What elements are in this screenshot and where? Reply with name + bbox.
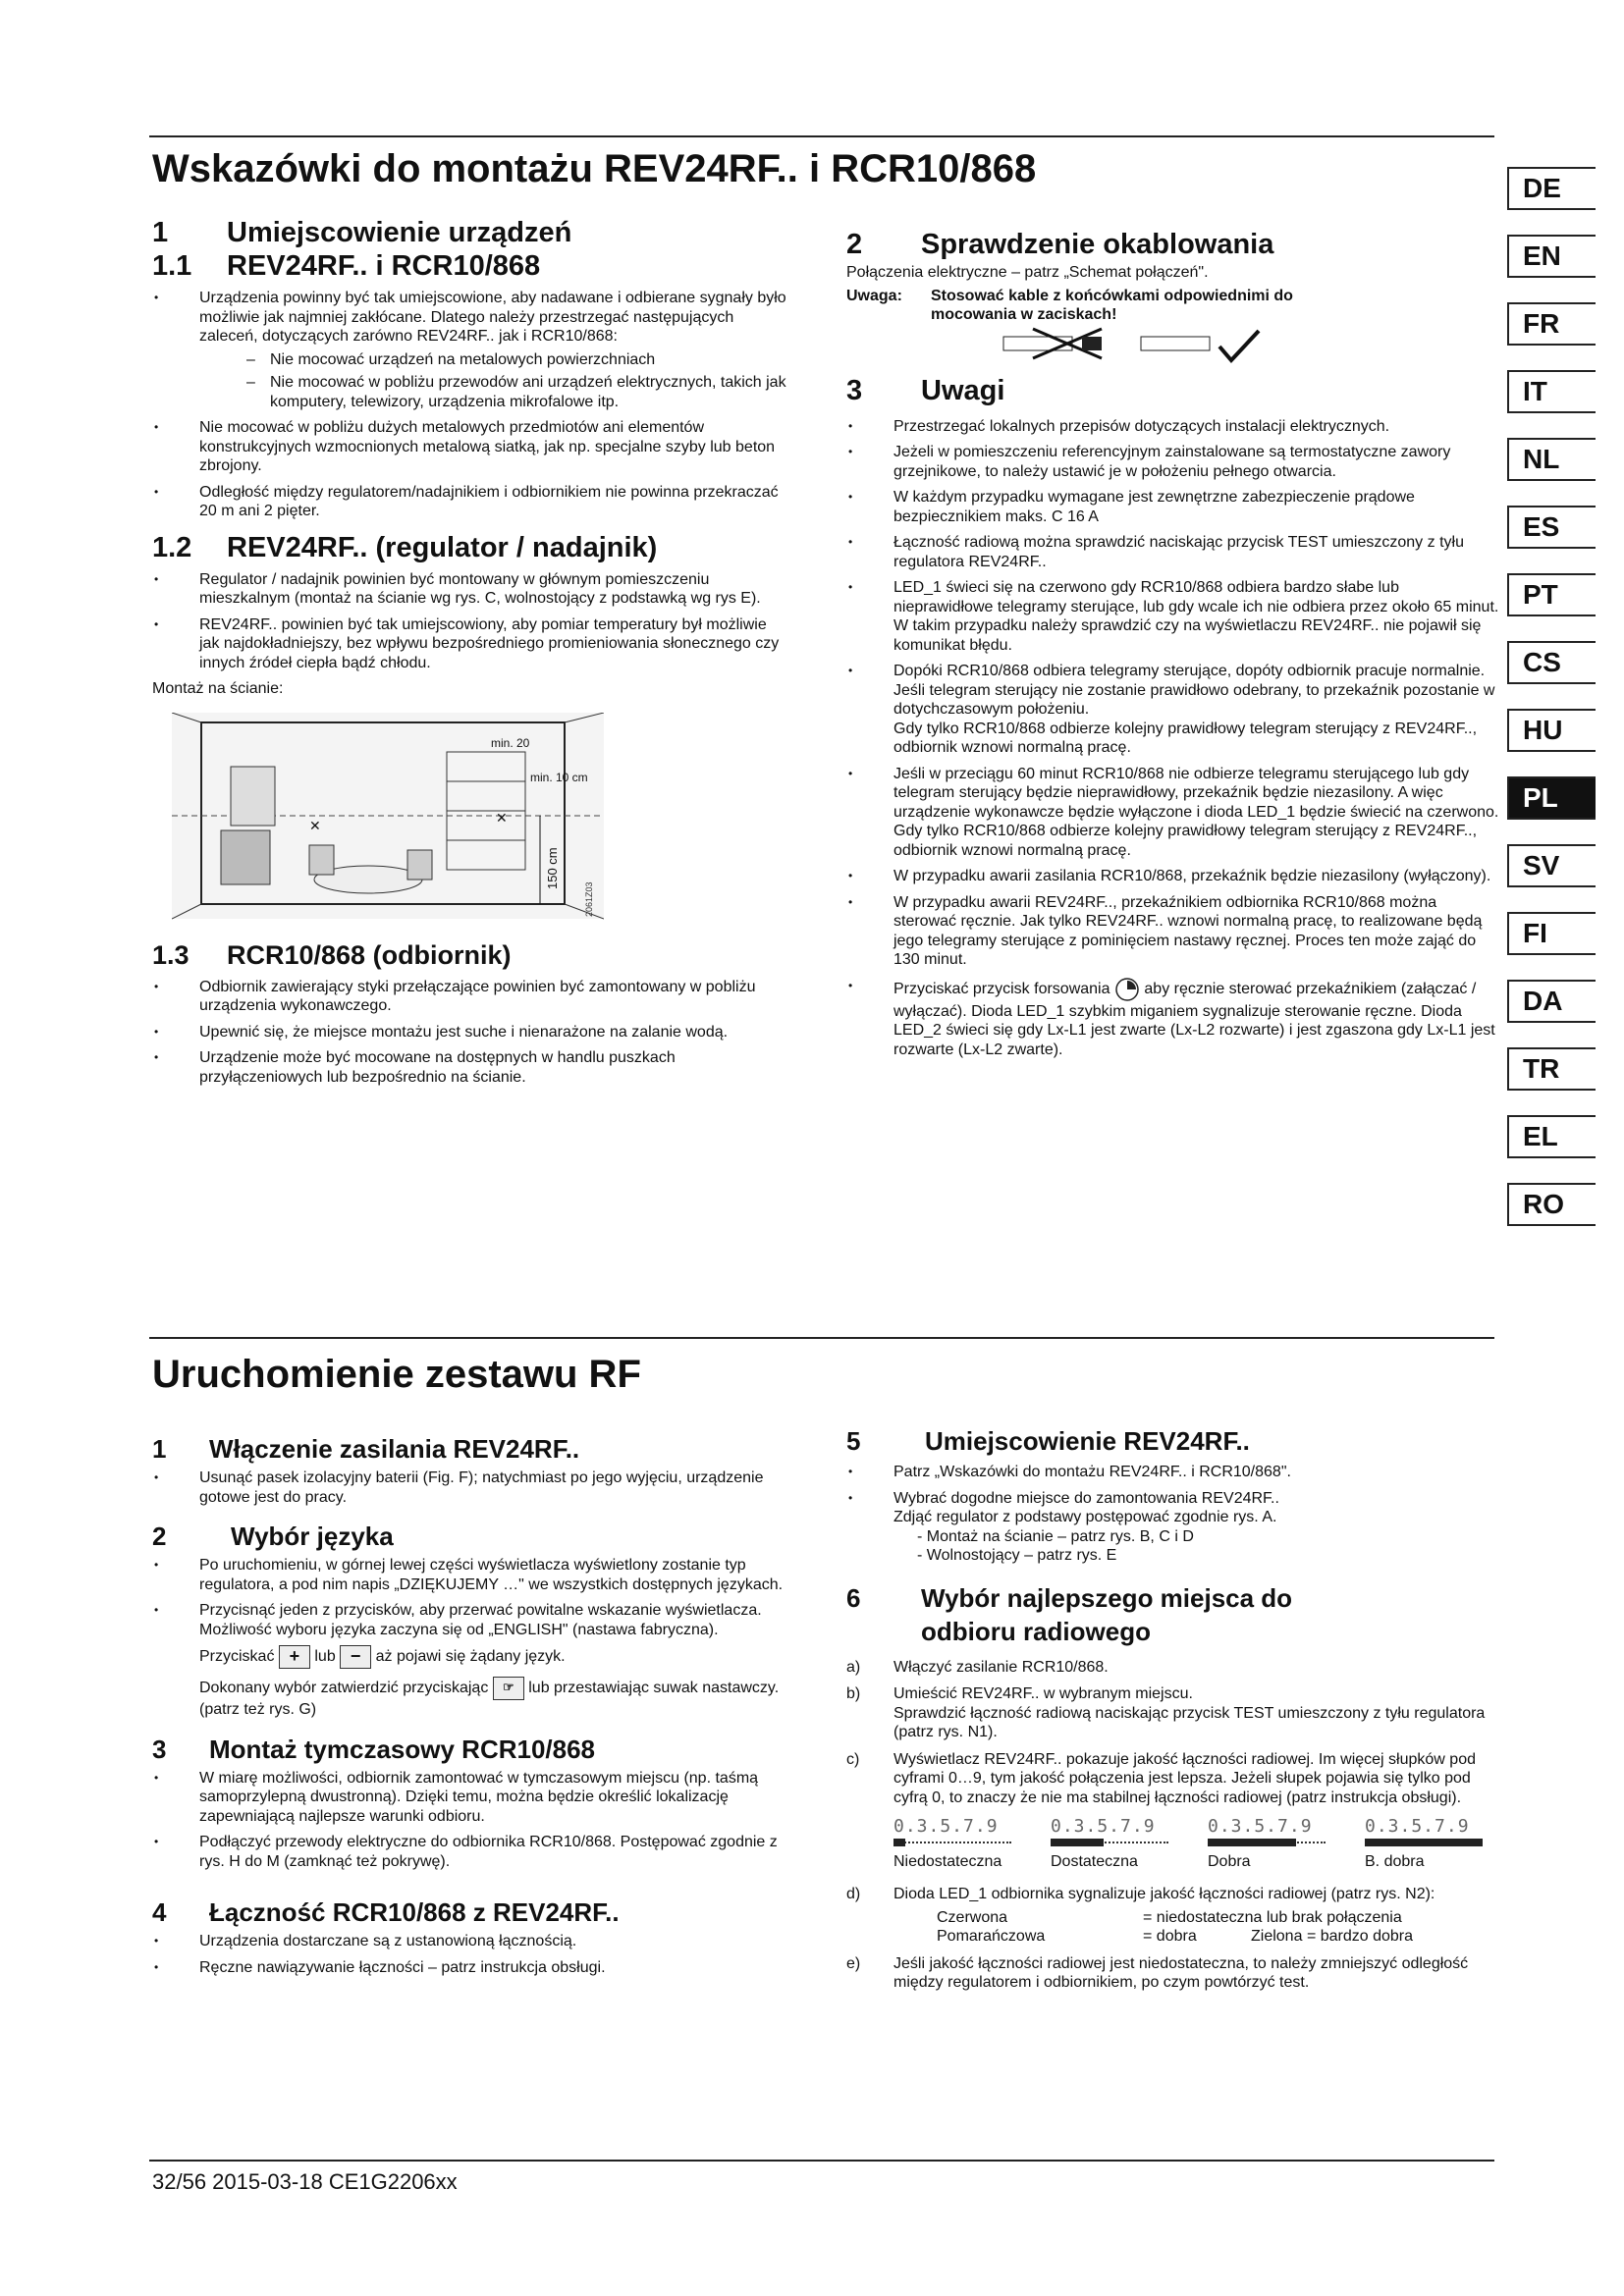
wiring-note: Uwaga: Stosować kable z końcówkami odpowiednimi do mocowania w zaciskach! xyxy=(846,287,1293,323)
list-item: • Jeżeli w pomieszczeniu referencyjnym zainstalowane są termostatyczne zawory grzejnikowe, to należy ustawić je w położeniu pełnego otwarcia. xyxy=(846,443,1502,481)
list-item: • Dopóki RCR10/868 odbiera telegramy sterujące, dopóty odbiornik pracuje normalnie. Jeśli telegram sterujący nie zostanie prawidłowo odebrany, to przekaźnik pozostanie w dotychczasowym położeniu. Gdy tylko RCR10/868 odbierze kolejny prawidłowy telegram sterujący z REV24RF.., odbiornik wznowi normalną pracę. xyxy=(846,662,1502,758)
middle-rule xyxy=(149,1337,1494,1339)
list-item: • Po uruchomieniu, w górnej lewej części wyświetlacza wyświetlony zostanie typ regulatora, a pod nim napis „DZIĘKUJEMY …" we wszystkich dostępnych językach. xyxy=(152,1556,790,1594)
page-title-2: Uruchomienie zestawu RF xyxy=(152,1353,641,1396)
list-item: • W przypadku awarii REV24RF.., przekaźnikiem odbiornika RCR10/868 można sterować ręcznie. Jak tylko REV24RF.. wznowi normalną pracę, to realizowane będą jego telegramy sterujące z pominięciem nastawy ręcznej. Proces ten może zająć do 130 minut. xyxy=(846,893,1502,970)
confirm-key-icon: ☞ xyxy=(493,1677,524,1700)
right-column-1 xyxy=(846,228,1502,1066)
language-tab-nl[interactable]: NL xyxy=(1507,438,1596,481)
list-item: a) Włączyć zasilanie RCR10/868. xyxy=(846,1658,1109,1676)
page-footer: 32/56 2015-03-18 CE1G2206xx xyxy=(152,2169,458,2194)
right-column-2 xyxy=(846,1425,1494,2001)
led-color-table: Czerwona = niedostateczna lub brak połączenia Pomarańczowa = dobra Zielona = bardzo dobra xyxy=(937,1908,1414,1945)
list-item: b) Umieścić REV24RF.. w wybranym miejscu. Sprawdzić łączność radiową naciskając przycisk TEST umieszczony z tyłu regulatora (patrz rys. N1). xyxy=(846,1685,1486,1740)
language-tab-pt[interactable]: PT xyxy=(1507,573,1596,616)
language-tab-hu[interactable]: HU xyxy=(1507,709,1596,752)
list-item: • Przestrzegać lokalnych przepisów dotyczących instalacji elektrycznych. xyxy=(846,417,1502,437)
list-item: • Urządzenia powinny być tak umiejscowione, aby nadawane i odbierane sygnały było możliwie jak najmniej zakłócane. Dlatego należy przestrzegać następujących zaleceń, dotyczących zarówno REV24RF.. jak i RCR10/868: – Nie mocować urządzeń na metalowych powierzchniach – Nie mocować w pobliżu przewodów ani urządzeń elektrycznych, takich jak komputery, telewizory, urządzenia mikrofalowe itp. xyxy=(152,289,790,411)
language-tab-de[interactable]: DE xyxy=(1507,167,1596,210)
section-3-heading: 3 Uwagi xyxy=(846,374,1005,406)
figure-label: min. 20 xyxy=(491,735,530,750)
list-item: • Przyciskać przycisk forsowania aby ręcznie sterować przekaźnikiem (załączać / wyłączać). Dioda LED_1 szybkim miganiem sygnalizuje sterowanie ręczne. Dioda LED_2 świeci się gdy Lx-L1 jest zwarte (Lx-L2 rozwarte) i jest zgaszona gdy Lx-L1 jest rozwarte (Lx-L2 zwarte). xyxy=(846,977,1502,1060)
language-tab-es[interactable]: ES xyxy=(1507,506,1596,549)
page-title-1: Wskazówki do montażu REV24RF.. i RCR10/868 xyxy=(152,147,1037,190)
left-column-2 xyxy=(152,1433,790,1984)
mount-option: - Wolnostojący – patrz rys. E xyxy=(917,1547,1117,1564)
list-item: • REV24RF.. powinien być tak umiejscowiony, aby pomiar temperatury był możliwie jak najdokładniejszy, bez wpływu bezpośredniego promieniowania słonecznego czy innych źródeł ciepła bądź chłodu. xyxy=(152,615,790,673)
list-item: • Usunąć pasek izolacyjny baterii (Fig. F); natychmiast po jego wyjęciu, urządzenie gotowe jest do pracy. xyxy=(152,1468,790,1507)
step-4-heading: 4 Łączność RCR10/868 z REV24RF.. xyxy=(152,1897,620,1927)
figure-label: min. 10 cm xyxy=(530,770,588,784)
list-item: • Nie mocować w pobliżu dużych metalowych przedmiotów ani elementów konstrukcyjnych wzmocnionych metalową siatką, jak np. specjalne szyby lub beton zbrojony. xyxy=(152,418,790,476)
list-item: • Regulator / nadajnik powinien być montowany w głównym pomieszczeniu mieszkalnym (montaż na ścianie wg rys. C, wolnostojący z podstawką wg rys E). xyxy=(152,570,790,609)
wall-mount-label: Montaż na ścianie: xyxy=(152,680,284,697)
list-item: • Odbiornik zawierający styki przełączające powinien być zamontowany w pobliżu urządzenia wykonawczego. xyxy=(152,978,790,1016)
list-item: • Łączność radiową można sprawdzić naciskając przycisk TEST umieszczony z tyłu regulatora REV24RF.. xyxy=(846,533,1502,571)
dash-item: – Nie mocować urządzeń na metalowych powierzchniach xyxy=(199,350,790,370)
figure-code: 2061Z03 xyxy=(584,881,594,917)
mount-option: - Montaż na ścianie – patrz rys. B, C i D xyxy=(917,1527,1194,1545)
list-item: d) Dioda LED_1 odbiornika sygnalizuje jakość łączności radiowej (patrz rys. N2): Czerwona = niedostateczna lub brak połączenia Pomarańczowa = dobra Zielona = bardzo dobra xyxy=(846,1885,1494,1947)
list-item: • Patrz „Wskazówki do montażu REV24RF.. i RCR10/868". xyxy=(846,1463,1494,1482)
bottom-rule xyxy=(149,2160,1494,2162)
step-1-heading: 1 Włączenie zasilania REV24RF.. xyxy=(152,1434,580,1464)
list-item: • W przypadku awarii zasilania RCR10/868, przekaźnik będzie niezasilony (wyłączony). xyxy=(846,867,1502,886)
svg-text:✕: ✕ xyxy=(496,809,508,826)
list-item: • LED_1 świeci się na czerwono gdy RCR10/868 odbiera bardzo słabe lub nieprawidłowe telegramy sterujące, lub gdy wcale ich nie odbiera przez około 65 minut. W takim przypadku należy sprawdzić czy na wyświetlaczu REV24RF.. nie pojawił się komunikat błędu. xyxy=(846,578,1502,655)
override-button-icon xyxy=(1114,977,1140,1002)
figure-label: 150 cm xyxy=(545,846,560,889)
section-1-1-heading: 1.1 REV24RF.. i RCR10/868 xyxy=(152,250,541,282)
language-tab-it[interactable]: IT xyxy=(1507,370,1596,413)
section-2-heading: 2 Sprawdzenie okablowania xyxy=(846,229,1274,260)
section-1-3-heading: 1.3 RCR10/868 (odbiornik) xyxy=(152,939,512,970)
signal-quality-indicators xyxy=(893,1817,1494,1871)
list-item: • Upewnić się, że miejsce montażu jest suche i nienarażone na zalanie wodą. xyxy=(152,1023,790,1042)
list-item: • Wybrać dogodne miejsce do zamontowania REV24RF.. Zdjąć regulator z podstawy postępować zgodnie rys. A. - Montaż na ścianie – patrz rys. B, C i D - Wolnostojący – patrz rys. E xyxy=(846,1489,1494,1566)
signal-indicator: 0.3.5.7.9 Dobra xyxy=(1208,1817,1326,1871)
language-tab-da[interactable]: DA xyxy=(1507,980,1596,1023)
dash-item: – Nie mocować w pobliżu przewodów ani urządzeń elektrycznych, takich jak komputery, telewizory, urządzenia mikrofalowe itp. xyxy=(199,373,790,411)
list-item: c) Wyświetlacz REV24RF.. pokazuje jakość łączności radiowej. Im więcej słupków pod cyframi 0…9, tym jakość połączenia jest lepsza. Jeżeli słupek pojawia się tylko pod cyfrą 0, to znaczy że nie ma stabilnej łączności radiowej (patrz instrukcja obsługi). 0.3.5.7.9 Niedostateczna 0.3.5.7.9 Dostateczna 0.3.5.7.9 Dobra 0.3.5.7.9 B. dobra xyxy=(846,1750,1494,1876)
list-item: • Ręczne nawiązywanie łączności – patrz instrukcja obsługi. xyxy=(152,1958,790,1978)
language-tab-pl[interactable]: PL xyxy=(1507,776,1596,820)
section-1-2-heading: 1.2 REV24RF.. (regulator / nadajnik) xyxy=(152,531,658,563)
step-2-heading: 2 Wybór języka xyxy=(152,1522,394,1551)
room-mounting-figure xyxy=(172,713,604,929)
language-tab-fi[interactable]: FI xyxy=(1507,912,1596,955)
language-tab-cs[interactable]: CS xyxy=(1507,641,1596,684)
list-item: e) Jeśli jakość łączności radiowej jest niedostateczna, to należy zmniejszyć odległość między regulatorem i odbiornikiem, po czym powtórzyć test. xyxy=(846,1954,1469,1991)
list-item: • W każdym przypadku wymagane jest zewnętrzne zabezpieczenie prądowe bezpiecznikiem maks. C 16 A xyxy=(846,488,1502,526)
list-item: • Jeśli w przeciągu 60 minut RCR10/868 nie odbierze telegramu sterującego lub gdy telegram sterujący będzie nieprawidłowy, przekaźnik będzie niezasilony. A więc urządzenie wykonawcze będzie wyłączone i dioda LED_1 będzie świecić na czerwono. Gdy tylko RCR10/868 odbierze kolejny prawidłowy telegram sterujący z REV24RF.., odbiornik wznowi normalną pracę. xyxy=(846,765,1502,861)
list-item: • Przycisnąć jeden z przycisków, aby przerwać powitalne wskazanie wyświetlacza. Możliwość wyboru języka zaczyna się od „ENGLISH" (nastawa fabryczna). Przyciskać + lub − aż pojawi się żądany język. Dokonany wybór zatwierdzić przyciskając ☞ lub przestawiając suwak nastawczy. (patrz też rys. G) xyxy=(152,1601,790,1720)
wiring-text: Połączenia elektryczne – patrz „Schemat połączeń". xyxy=(846,264,1209,281)
language-tab-tr[interactable]: TR xyxy=(1507,1047,1596,1091)
list-item: • Podłączyć przewody elektryczne do odbiornika RCR10/868. Postępować zgodnie z rys. H do M (zamknąć też pokrywę). xyxy=(152,1833,790,1871)
list-item: • Odległość między regulatorem/nadajnikiem i odbiornikiem nie powinna przekraczać 20 m ani 2 pięter. xyxy=(152,483,790,521)
language-tab-sv[interactable]: SV xyxy=(1507,844,1596,887)
step-3-heading: 3 Montaż tymczasowy RCR10/868 xyxy=(152,1734,596,1764)
section-1-heading: 1 Umiejscowienie urządzeń xyxy=(152,217,572,248)
signal-indicator: 0.3.5.7.9 Dostateczna xyxy=(1051,1817,1168,1871)
signal-indicator: 0.3.5.7.9 Niedostateczna xyxy=(893,1817,1011,1871)
plus-key-icon: + xyxy=(279,1645,310,1669)
top-rule xyxy=(149,135,1494,137)
list-item: • Urządzenie może być mocowane na dostępnych w handlu puszkach przyłączeniowych lub bezpośrednio na ścianie. xyxy=(152,1048,790,1087)
cable-ends-icon xyxy=(994,327,1269,366)
left-column-1 xyxy=(152,216,790,1094)
list-item: • Urządzenia dostarczane są z ustanowioną łącznością. xyxy=(152,1932,790,1951)
language-tab-el[interactable]: EL xyxy=(1507,1115,1596,1158)
language-tab-en[interactable]: EN xyxy=(1507,235,1596,278)
list-item: • W miarę możliwości, odbiornik zamontować w tymczasowym miejscu (np. taśmą samoprzylepną dwustronną). Dzięki temu, można będzie określić lokalizację zapewniającą najlepsze warunki odbioru. xyxy=(152,1769,790,1827)
step-5-heading: 5 Umiejscowienie REV24RF.. xyxy=(846,1426,1250,1456)
minus-key-icon: − xyxy=(340,1645,371,1669)
language-tab-ro[interactable]: RO xyxy=(1507,1183,1596,1226)
language-tab-fr[interactable]: FR xyxy=(1507,302,1596,346)
signal-indicator: 0.3.5.7.9 B. dobra xyxy=(1365,1817,1483,1871)
svg-text:✕: ✕ xyxy=(309,817,321,833)
step-6-heading: 6 Wybór najlepszego miejsca do odbioru radiowego xyxy=(846,1582,1293,1646)
language-tabs xyxy=(1507,167,1596,1251)
